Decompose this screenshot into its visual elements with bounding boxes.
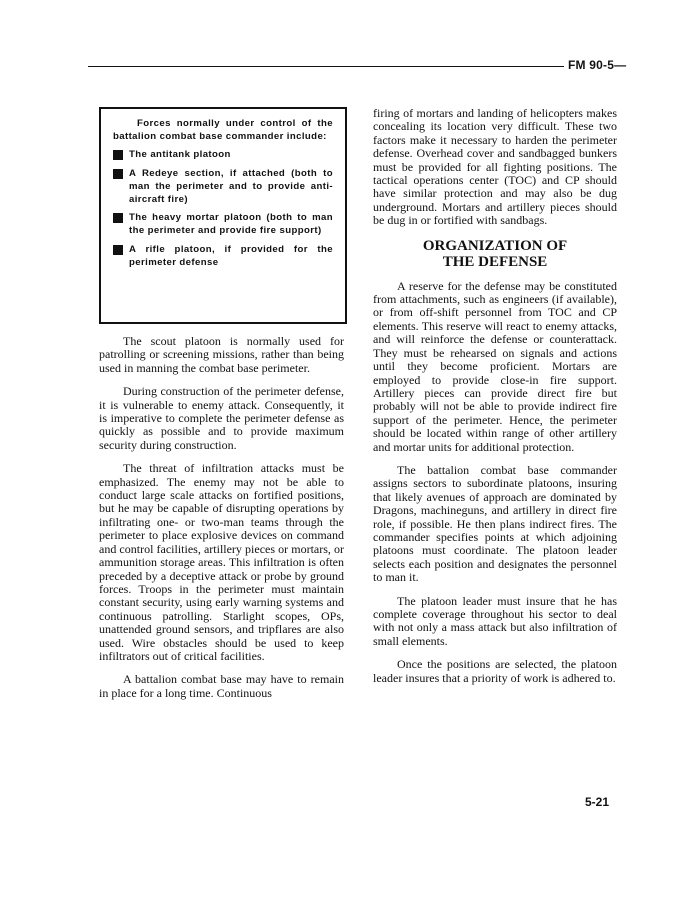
section-heading-line: THE DEFENSE xyxy=(442,253,548,270)
header-rule xyxy=(88,66,564,67)
paragraph-continuation: firing of mortars and landing of helicopters makes concealing its location very difficult. These two factors make it necessary to harden the perimeter defense. Overhead cover and sandbagged bunkers must be provided for all fighting positions. The tactical operations center (TOC) and CP should have similar protection and may also be dug underground. Mortars and artillery pieces should be dug in or fortified with sandbags. xyxy=(373,106,617,228)
list-item-text: A rifle platoon, if provided for the perimeter defense xyxy=(129,243,333,268)
list-item-text: The antitank platoon xyxy=(129,149,231,161)
paragraph: The battalion combat base commander assigns sectors to subordinate platoons, insuring that likely avenues of approach are dominated by Dragons, machineguns, and artillery in direct fire role, if possible. He then plans indirect fires. The commander specifies points at which adjoining platoons must coordinate. The platoon leader selects each position and designates the personnel to man it. xyxy=(373,462,617,585)
section-heading-line: ORGANIZATION OF xyxy=(422,237,568,254)
square-bullet-icon xyxy=(113,169,123,179)
right-column xyxy=(373,107,617,695)
list-item-text: The heavy mortar platoon (both to man the perimeter and provide fire support) xyxy=(129,212,333,237)
manual-reference: FM 90-5— xyxy=(568,58,627,72)
page-number: 5-21 xyxy=(585,795,610,809)
callout-list xyxy=(113,148,333,269)
list-item xyxy=(113,148,333,161)
paragraph: The threat of infiltration attacks must be emphasized. The enemy may not be able to conduct large scale attacks on fortified positions, but he may be capable of disrupting operations by infiltrating one- or two-man teams through the perimeter to place explosive devices on command and control facilities, artillery pieces or mortars, or ammunition storage areas. This infiltration is often preceded by a deceptive attack or probe by ground forces. Troops in the perimeter must maintain constant security, using early warning systems and continuous patrolling. Starlight scopes, OPs, unattended ground sensors, and tripflares are also used. Wire obstacles should be used to keep infiltrators out of critical facilities. xyxy=(99,461,344,663)
callout-box xyxy=(99,107,347,324)
paragraph: The platoon leader must insure that he has complete coverage throughout his sector to deal with not only a mass attack but also infiltration of small elements. xyxy=(373,593,617,648)
section-heading xyxy=(373,238,617,270)
paragraph: During construction of the perimeter defense, it is vulnerable to enemy attack. Consequently, it is imperative to complete the perimeter defense as quickly as possible and to provide maximum security during construction. xyxy=(99,384,344,452)
paragraph: A battalion combat base may have to remain in place for a long time. Continuous xyxy=(99,672,344,700)
list-item xyxy=(113,243,333,269)
paragraph: The scout platoon is normally used for patrolling or screening missions, rather than being used in manning the combat base perimeter. xyxy=(99,334,344,375)
square-bullet-icon xyxy=(113,213,123,223)
left-column xyxy=(99,335,344,710)
list-item xyxy=(113,167,333,207)
square-bullet-icon xyxy=(113,245,123,255)
callout-intro: Forces normally under control of the battalion combat base commander include: xyxy=(113,118,333,143)
list-item-text: A Redeye section, if attached (both to man the perimeter and to provide anti-aircraft fire) xyxy=(129,167,333,206)
list-item xyxy=(113,211,333,237)
square-bullet-icon xyxy=(113,150,123,160)
paragraph: Once the positions are selected, the platoon leader insures that a priority of work is adhered to. xyxy=(373,657,617,685)
paragraph: A reserve for the defense may be constituted from attachments, such as engineers (if available), or from off-shift personnel from TOC and CP elements. This reserve will react to enemy attacks, and will reinforce the defense or counterattack. They must be rehearsed on signals and actions until they become proficient. Mortars are employed to provide close-in fire support. Artillery pieces can provide direct fire but probably will not be able to provide indirect fire support of the perimeter. Hence, the perimeter should be located within range of other artillery and mortar units for additional protection. xyxy=(373,278,617,454)
